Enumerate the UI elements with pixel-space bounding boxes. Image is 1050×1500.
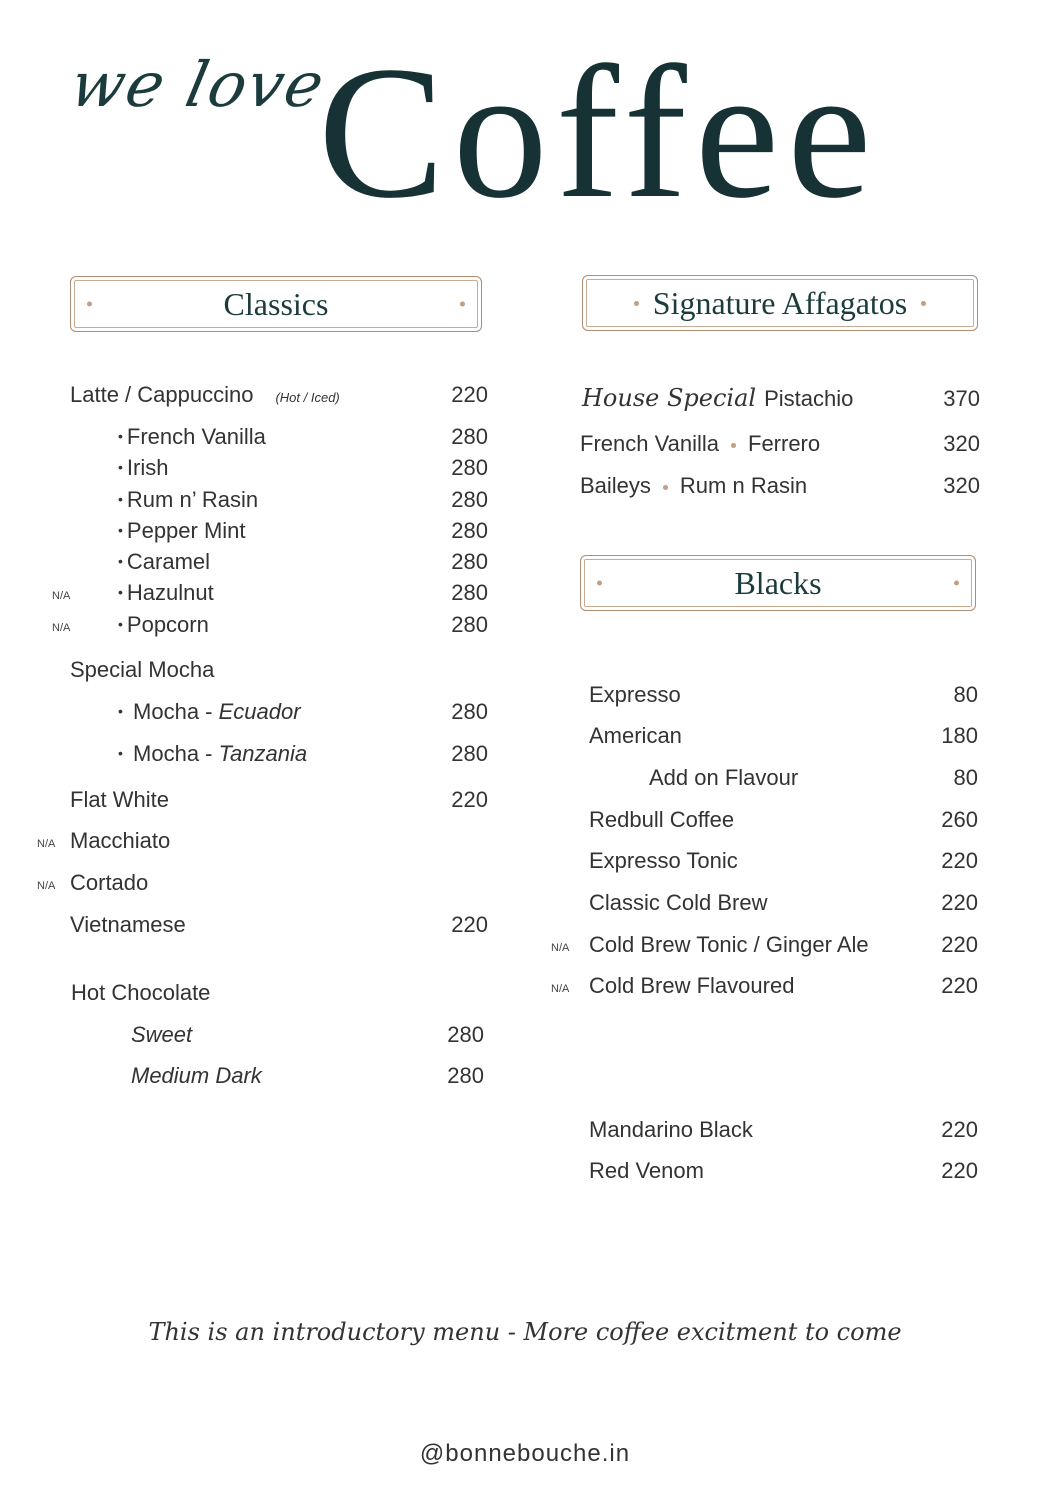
hero-title: Coffee — [318, 28, 880, 238]
item-note: (Hot / Iced) — [275, 390, 340, 405]
item-price: 220 — [451, 787, 488, 812]
menu-item-medium-dark: Medium Dark — [131, 1063, 262, 1088]
menu-item-rum-n-rasin: • Rum n’ Rasin — [118, 487, 258, 513]
ornament-dot — [921, 301, 926, 306]
item-price: 220 — [941, 890, 978, 915]
item-price: 180 — [941, 723, 978, 748]
item-price: 280 — [451, 612, 488, 637]
menu-item-add-on-flavour: Add on Flavour — [649, 765, 799, 790]
menu-item-macchiato: Macchiato — [70, 828, 171, 853]
item-price: 220 — [941, 932, 978, 957]
item-price: 220 — [941, 848, 978, 873]
menu-item-cortado: Cortado — [70, 870, 149, 895]
classics-title: Classics — [223, 285, 329, 322]
item-price: 220 — [941, 973, 978, 998]
item-price: 260 — [941, 807, 978, 832]
item-price: 320 — [943, 431, 980, 456]
item-price: 220 — [451, 382, 488, 407]
menu-item-expresso: Expresso — [589, 682, 681, 707]
footer-note: This is an introductory menu - More coffee excitment to come — [148, 1318, 902, 1346]
menu-item-sweet: Sweet — [131, 1022, 193, 1047]
menu-item-mocha-ecuador: • Mocha - Ecuador — [118, 699, 301, 725]
item-price: 370 — [943, 386, 980, 411]
separator-dot — [731, 443, 736, 448]
item-price: 280 — [451, 549, 488, 574]
item-price: 220 — [941, 1117, 978, 1142]
ornament-dot — [87, 302, 92, 307]
na-badge: N/A — [551, 942, 570, 954]
na-badge: N/A — [37, 838, 56, 850]
menu-item-classic-cold-brew: Classic Cold Brew — [589, 890, 768, 915]
item-price: 280 — [451, 487, 488, 512]
item-price: 80 — [953, 682, 978, 707]
item-price: 220 — [451, 912, 488, 937]
menu-item-hot-chocolate: Hot Chocolate — [71, 980, 211, 1005]
na-badge: N/A — [52, 622, 71, 634]
social-handle: @bonnebouche.in — [419, 1440, 631, 1467]
item-price: 320 — [943, 473, 980, 498]
item-price: 280 — [451, 518, 488, 543]
menu-item-baileys-rum-n-rasin: Baileys Rum n Rasin — [580, 473, 808, 498]
item-price: 280 — [447, 1063, 484, 1088]
menu-item-irish: • Irish — [118, 455, 168, 481]
menu-item-special-mocha: Special Mocha — [70, 657, 215, 682]
menu-item-caramel: • Caramel — [118, 549, 210, 575]
item-price: 280 — [451, 580, 488, 605]
menu-item-american: American — [589, 723, 682, 748]
item-price: 280 — [451, 699, 488, 724]
menu-item-cold-brew-flavoured: Cold Brew Flavoured — [589, 973, 795, 998]
menu-item-mandarino-black: Mandarino Black — [589, 1117, 753, 1142]
affagatos-header — [582, 275, 978, 331]
menu-item-expresso-tonic: Expresso Tonic — [589, 848, 738, 873]
menu-item-flat-white: Flat White — [70, 787, 170, 812]
menu-item-red-venom: Red Venom — [589, 1158, 704, 1183]
item-price: 80 — [953, 765, 978, 790]
ornament-dot — [634, 301, 639, 306]
menu-item-hazulnut: • Hazulnut — [118, 580, 214, 606]
menu-item-french-vanilla: • French Vanilla — [118, 424, 266, 450]
ornament-dot — [597, 581, 602, 586]
hero-script-text: we love — [64, 48, 333, 121]
menu-item-french-vanilla-ferrero: French Vanilla Ferrero — [580, 431, 821, 456]
item-price: 280 — [451, 424, 488, 449]
menu-item-pepper-mint: • Pepper Mint — [118, 518, 246, 544]
item-price: 220 — [941, 1158, 978, 1183]
classics-header — [70, 276, 482, 332]
blacks-header — [580, 555, 976, 611]
affagatos-title: Signature Affagatos — [652, 284, 908, 321]
na-badge: N/A — [37, 880, 56, 892]
menu-item-mocha-tanzania: • Mocha - Tanzania — [118, 741, 307, 767]
item-price: 280 — [451, 741, 488, 766]
ornament-dot — [954, 581, 959, 586]
na-badge: N/A — [551, 983, 570, 995]
menu-item-latte-cappuccino: Latte / Cappuccino (Hot / Iced) — [70, 382, 340, 407]
na-badge: N/A — [52, 590, 71, 602]
menu-item-house-special-pistachio: House Special Pistachio — [582, 384, 854, 412]
menu-item-popcorn: • Popcorn — [118, 612, 209, 638]
menu-item-redbull-coffee: Redbull Coffee — [589, 807, 735, 832]
house-special-label: House Special — [582, 384, 757, 412]
item-price: 280 — [451, 455, 488, 480]
blacks-title: Blacks — [734, 564, 822, 601]
menu-item-vietnamese: Vietnamese — [70, 912, 186, 937]
menu-item-cold-brew-tonic: Cold Brew Tonic / Ginger Ale — [589, 932, 869, 957]
item-price: 280 — [447, 1022, 484, 1047]
separator-dot — [663, 485, 668, 490]
ornament-dot — [460, 302, 465, 307]
